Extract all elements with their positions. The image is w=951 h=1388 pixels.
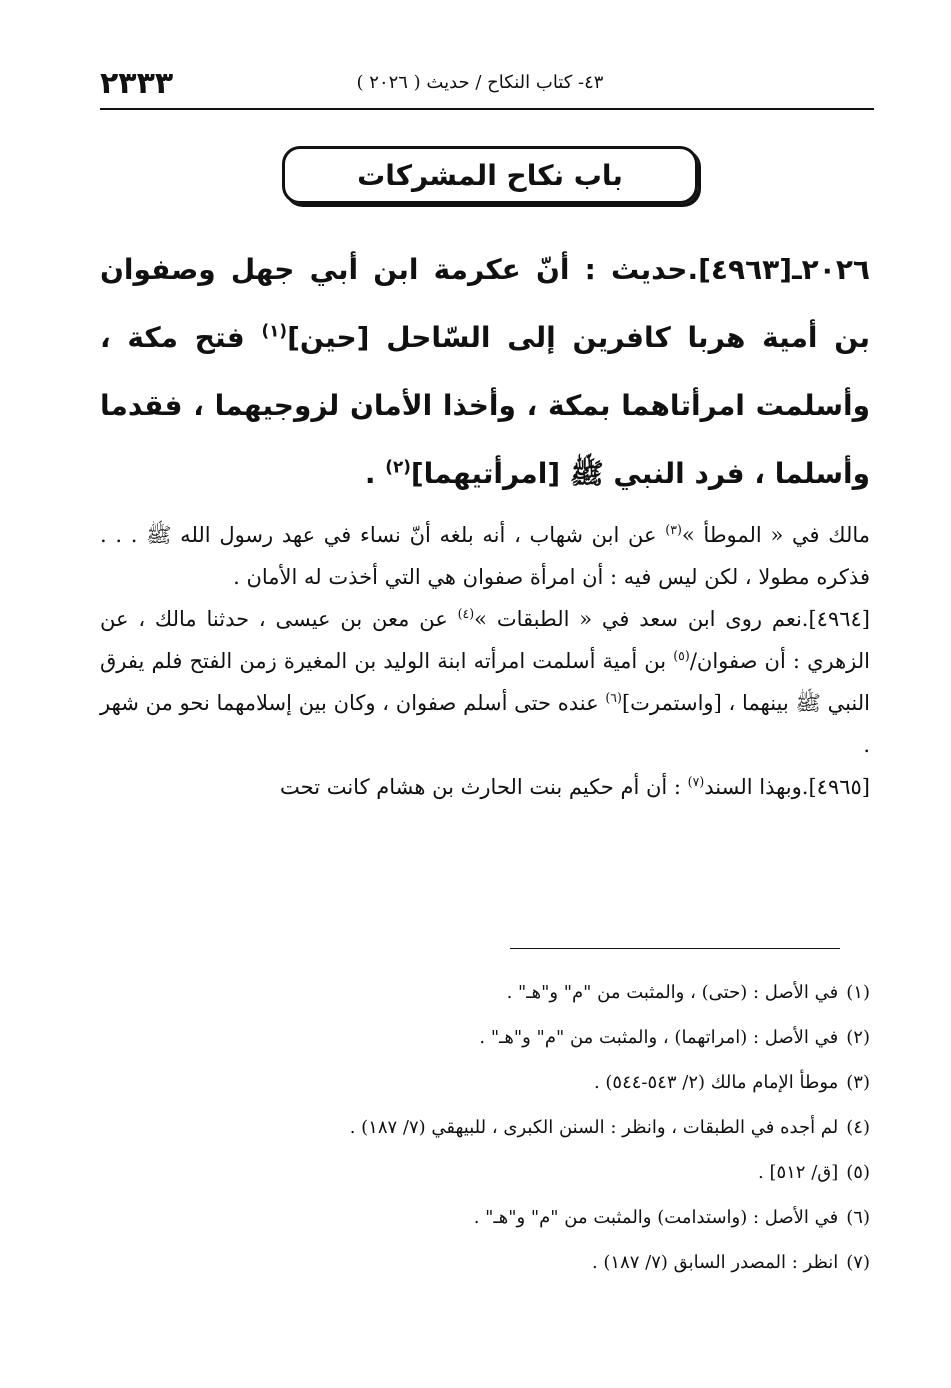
footnote-number: (٢)	[846, 1027, 870, 1048]
footnote-ref: (٧)	[687, 774, 705, 789]
paragraph-1	[100, 514, 870, 598]
footnote-ref: (٤)	[457, 606, 475, 621]
footnote	[100, 1150, 870, 1195]
text-run: [٤٩٦٥].وبهذا السند	[704, 775, 870, 799]
footnote-ref: (٢)	[385, 456, 411, 477]
footnote	[100, 1060, 870, 1105]
footnote-text: في الأصل : (واستدامت) والمثبت من "م" و"هـ" .	[473, 1207, 839, 1228]
footnote-ref: (٦)	[605, 690, 622, 705]
chapter-title-box	[282, 146, 698, 204]
footnote-text: انظر : المصدر السابق (٧/ ١٨٧) .	[591, 1252, 839, 1273]
footnote-text: [ق/ ٥١٢] .	[758, 1162, 839, 1183]
page-number: ٢٣٣٣	[100, 66, 174, 101]
footnote-number: (٧)	[846, 1252, 870, 1273]
footnote-ref: (٣)	[665, 522, 682, 537]
text-run: بن أمية أسلمت امرأته ابنة الوليد بن المغيرة زمن الفتح فلم يفرق النبي ﷺ بينهما ، [واستمرت]	[100, 649, 870, 715]
text-run: عن ابن شهاب ، أنه بلغه أنّ نساء في عهد رسول الله ﷺ . . . فذكره مطولا ، لكن ليس فيه : أن امرأة صفوان هي التي أخذت له الأمان .	[100, 523, 870, 589]
commentary	[100, 514, 870, 808]
footnotes	[100, 970, 870, 1285]
text-run: عن معن بن عيسى ، حدثنا مالك ، عن الزهري : أن صفوان/	[100, 607, 870, 673]
footnote-number: (٦)	[846, 1207, 870, 1228]
header-rule	[100, 108, 874, 110]
footnote	[100, 1195, 870, 1240]
footnote-text: في الأصل : (حتى) ، والمثبت من "م" و"هـ" .	[506, 982, 839, 1003]
hadith-text-part: فتح مكة ، وأسلمت امرأتاهما بمكة ، وأخذا الأمان لزوجيهما ، فقدما وأسلما ، فرد النبي ﷺ [امرأتيهما]	[100, 321, 870, 490]
footnote-separator	[510, 948, 840, 949]
footnote-ref: (١)	[261, 320, 288, 341]
hadith-text	[100, 236, 870, 508]
footnote-number: (٥)	[846, 1162, 870, 1183]
hadith-text-part: .	[364, 457, 386, 490]
footnote	[100, 1015, 870, 1060]
footnote-text: لم أجده في الطبقات ، وانظر : السنن الكبرى ، للبيهقي (٧/ ١٨٧) .	[349, 1117, 839, 1138]
paragraph-3	[100, 766, 870, 808]
footnote	[100, 1240, 870, 1285]
footnote-text: موطأ الإمام مالك (٢/ ٥٤٣-٥٤٤) .	[593, 1072, 839, 1093]
footnote-ref: (٥)	[673, 648, 690, 663]
hadith-text-part: .حديث : أنّ عكرمة ابن أبي جهل وصفوان بن أمية هربا كافرين إلى السّاحل [حين]	[100, 253, 870, 354]
chapter-title: باب نكاح المشركات	[357, 158, 623, 192]
footnote-number: (١)	[846, 982, 870, 1003]
hadith-number: ٢٠٢٦ـ[٤٩٦٣]	[698, 253, 870, 286]
text-run: مالك في « الموطأ »	[681, 523, 870, 547]
footnote	[100, 1105, 870, 1150]
footnote-text: في الأصل : (امراتهما) ، والمثبت من "م" و"هـ" .	[479, 1027, 839, 1048]
text-run: عنده حتى أسلم صفوان ، وكان بين إسلامهما نحو من شهر .	[100, 691, 870, 757]
paragraph-2	[100, 598, 870, 766]
footnote	[100, 970, 870, 1015]
footnote-number: (٤)	[846, 1117, 870, 1138]
text-run: [٤٩٦٤].نعم روى ابن سعد في « الطبقات »	[474, 607, 870, 631]
footnote-number: (٣)	[846, 1072, 870, 1093]
running-title: ٤٣- كتاب النكاح / حديث ( ٢٠٢٦ )	[356, 72, 604, 93]
text-run: : أن أم حكيم بنت الحارث بن هشام كانت تحت	[280, 775, 688, 799]
